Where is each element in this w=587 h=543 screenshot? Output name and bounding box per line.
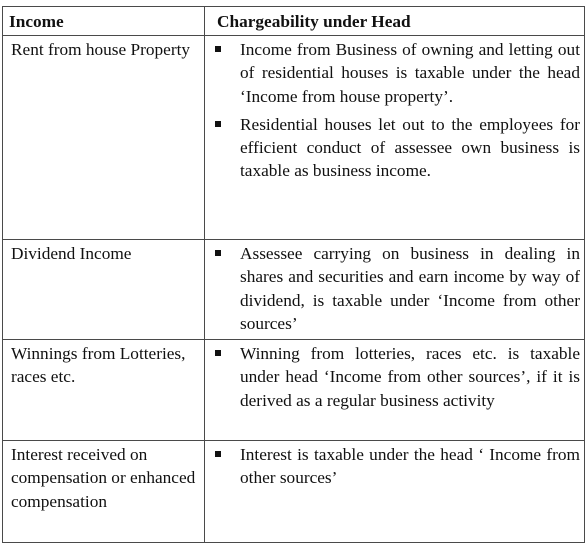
square-bullet-icon [215, 121, 221, 127]
square-bullet-icon [215, 350, 221, 356]
income-cell: Rent from house Property [3, 36, 205, 240]
chargeability-cell [205, 340, 585, 441]
bullet-text: Interest is taxable under the head ‘ Income from other sources’ [240, 445, 580, 488]
bullet-list [213, 242, 580, 335]
square-bullet-icon [215, 250, 221, 256]
header-income: Income [3, 7, 205, 36]
bullet-list [213, 443, 580, 490]
square-bullet-icon [215, 46, 221, 52]
list-item [213, 342, 580, 412]
table-row [3, 441, 585, 543]
table-header-row [3, 7, 585, 36]
list-item [213, 38, 580, 108]
table-row [3, 340, 585, 441]
chargeability-cell [205, 36, 585, 240]
list-item [213, 242, 580, 335]
square-bullet-icon [215, 451, 221, 457]
header-chargeability: Chargeability under Head [205, 7, 585, 36]
income-cell: Winnings from Lotteries, races etc. [3, 340, 205, 441]
chargeability-cell [205, 240, 585, 340]
table-row [3, 36, 585, 240]
bullet-text: Income from Business of owning and letting out of residential houses is taxable under the head ‘Income from house property’. [240, 40, 580, 106]
income-cell: Interest received on compensation or enhanced compensation [3, 441, 205, 543]
list-item [213, 443, 580, 490]
chargeability-cell [205, 441, 585, 543]
table-row [3, 240, 585, 340]
bullet-text: Residential houses let out to the employees for efficient conduct of assessee own business is taxable as business income. [240, 114, 580, 181]
bullet-text: Winning from lotteries, races etc. is taxable under head ‘Income from other sources’, if it is derived as a regular business activity [240, 344, 580, 410]
income-chargeability-table [2, 6, 585, 543]
bullet-list [213, 342, 580, 412]
income-cell: Dividend Income [3, 240, 205, 340]
bullet-list [213, 38, 580, 183]
bullet-text: Assessee carrying on business in dealing in shares and securities and earn income by way of dividend, is taxable under ‘Income from other sources’ [240, 244, 580, 333]
list-item [213, 113, 580, 183]
